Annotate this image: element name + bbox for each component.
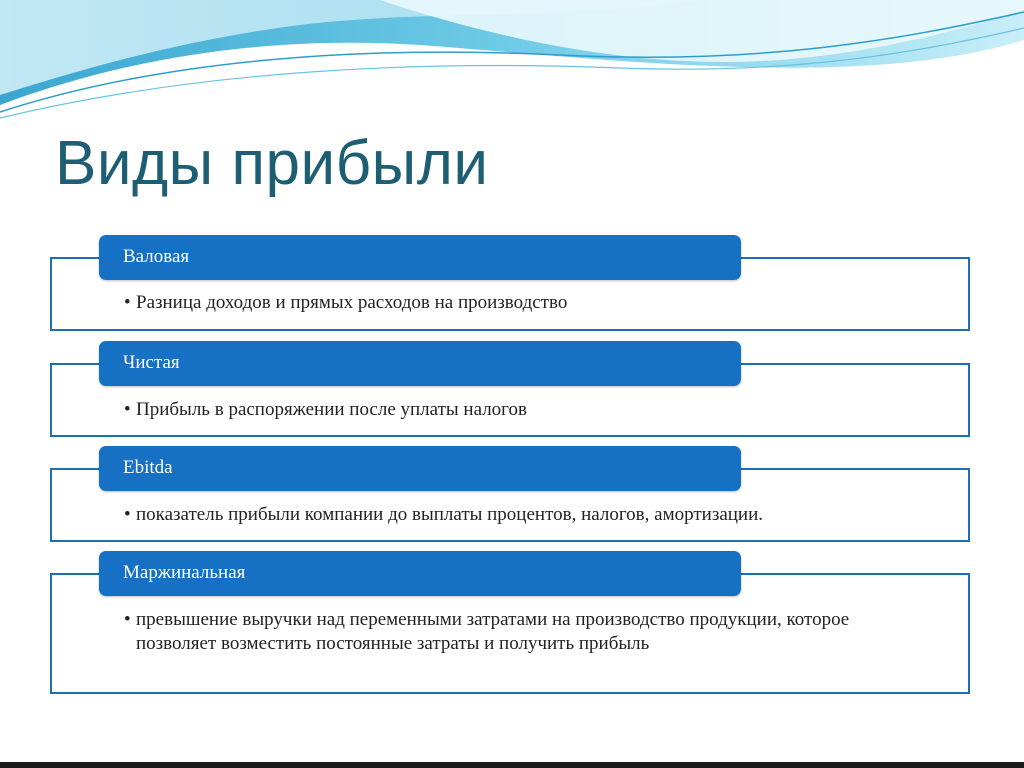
item-text: Прибыль в распоряжении после уплаты налогов xyxy=(136,399,527,420)
wave-decoration xyxy=(0,0,1024,130)
bullet: • xyxy=(124,292,131,313)
bullet: • xyxy=(124,609,131,630)
bullet: • xyxy=(124,504,131,525)
slide-title: Виды прибыли xyxy=(55,129,489,198)
item-heading: Ebitda xyxy=(99,446,741,491)
item-description xyxy=(124,291,914,315)
item-text: Разница доходов и прямых расходов на производство xyxy=(136,292,568,313)
item-description xyxy=(124,608,874,656)
item-text: превышение выручки над переменными затратами на производство продукции, которое позволяет возместить постоянные затраты и получить прибыль xyxy=(136,609,850,654)
item-text: показатель прибыли компании до выплаты процентов, налогов, амортизации. xyxy=(136,504,764,525)
profit-type-gross xyxy=(50,235,974,331)
profit-type-net xyxy=(50,341,974,437)
profit-type-marginal xyxy=(50,551,974,694)
bottom-border xyxy=(0,762,1024,768)
item-heading: Чистая xyxy=(99,341,741,386)
profit-type-ebitda xyxy=(50,446,974,542)
item-description xyxy=(124,398,914,422)
item-heading: Валовая xyxy=(99,235,741,280)
item-description xyxy=(124,503,914,527)
bullet: • xyxy=(124,399,131,420)
item-heading: Маржинальная xyxy=(99,551,741,596)
